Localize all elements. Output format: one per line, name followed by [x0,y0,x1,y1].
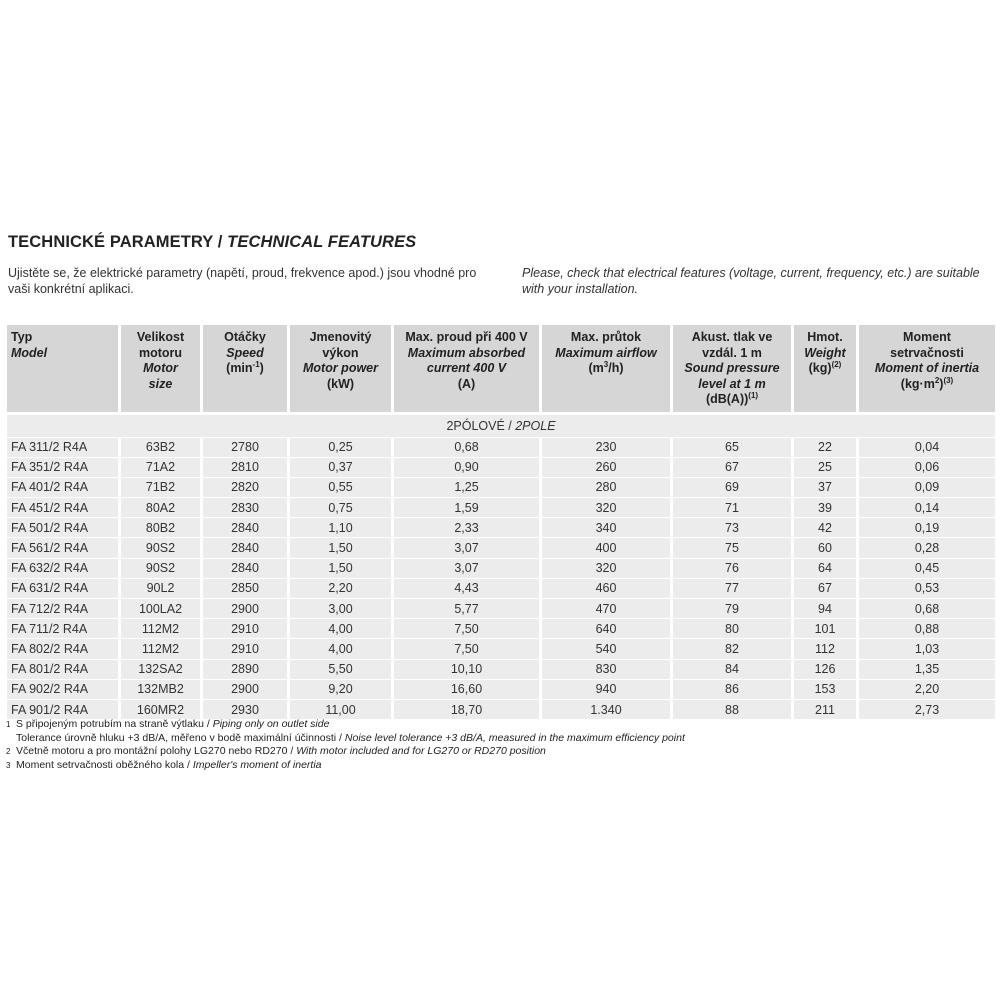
cell-max-airflow: 340 [542,517,670,537]
cell-moment-inertia: 2,73 [859,699,995,719]
cell-moment-inertia: 0,19 [859,517,995,537]
cell-model: FA 712/2 R4A [7,598,118,618]
cell-weight: 60 [794,537,856,557]
cell-max-airflow: 830 [542,659,670,679]
cell-motor-power: 5,50 [290,659,391,679]
cell-sound-pressure: 75 [673,537,791,557]
cell-max-airflow: 230 [542,437,670,457]
cell-weight: 126 [794,659,856,679]
cell-weight: 39 [794,497,856,517]
cell-model: FA 902/2 R4A [7,679,118,699]
cell-weight: 211 [794,699,856,719]
footnote [6,745,685,759]
cell-model: FA 561/2 R4A [7,537,118,557]
cell-model: FA 632/2 R4A [7,558,118,578]
table-row [7,578,995,598]
footnote-text-cz: S připojeným potrubím na straně výtlaku / [16,718,210,730]
cell-model: FA 351/2 R4A [7,457,118,477]
cell-speed: 2830 [203,497,287,517]
table-row [7,477,995,497]
cell-weight: 42 [794,517,856,537]
cell-speed: 2810 [203,457,287,477]
cell-max-current: 3,07 [394,558,539,578]
table-row [7,437,995,457]
cell-speed: 2910 [203,638,287,658]
cell-sound-pressure: 86 [673,679,791,699]
cell-motor-power: 1,50 [290,537,391,557]
cell-sound-pressure: 88 [673,699,791,719]
footnote [6,732,685,746]
title-en: TECHNICAL FEATURES [227,233,417,251]
cell-max-current: 0,90 [394,457,539,477]
cell-max-current: 5,77 [394,598,539,618]
cell-max-airflow: 260 [542,457,670,477]
footnote-text-en: Impeller's moment of inertia [192,758,322,771]
cell-model: FA 801/2 R4A [7,659,118,679]
cell-model: FA 901/2 R4A [7,699,118,719]
cell-sound-pressure: 82 [673,638,791,658]
cell-speed: 2840 [203,537,287,557]
cell-motor-size: 112M2 [121,638,200,658]
cell-moment-inertia: 2,20 [859,679,995,699]
header-motor-size: Velikost motoru Motor size [121,325,200,412]
cell-motor-size: 100LA2 [121,598,200,618]
cell-model: FA 802/2 R4A [7,638,118,658]
cell-speed: 2820 [203,477,287,497]
cell-motor-power: 1,10 [290,517,391,537]
cell-moment-inertia: 0,88 [859,618,995,638]
title-cz: TECHNICKÉ PARAMETRY / [8,233,223,251]
cell-model: FA 451/2 R4A [7,497,118,517]
cell-weight: 22 [794,437,856,457]
section-label-cz: 2PÓLOVÉ / [446,418,512,433]
cell-max-airflow: 280 [542,477,670,497]
footnote-text-cz: Moment setrvačnosti oběžného kola / [16,758,190,771]
cell-sound-pressure: 80 [673,618,791,638]
cell-max-airflow: 940 [542,679,670,699]
cell-model: FA 501/2 R4A [7,517,118,537]
intro-cz: Ujistěte se, že elektrické parametry (napětí, proud, frekvence apod.) jsou vhodné pro vaši konkrétní aplikaci. [8,266,477,296]
cell-max-current: 7,50 [394,618,539,638]
cell-motor-power: 4,00 [290,638,391,658]
cell-moment-inertia: 1,03 [859,638,995,658]
footnotes [6,718,685,772]
cell-sound-pressure: 65 [673,437,791,457]
footnote-text-en: Piping only on outlet side [212,718,330,730]
cell-max-current: 18,70 [394,699,539,719]
cell-motor-size: 112M2 [121,618,200,638]
cell-sound-pressure: 79 [673,598,791,618]
cell-max-current: 4,43 [394,578,539,598]
cell-sound-pressure: 73 [673,517,791,537]
cell-speed: 2840 [203,517,287,537]
cell-motor-power: 0,25 [290,437,391,457]
cell-moment-inertia: 1,35 [859,659,995,679]
table-row [7,497,995,517]
cell-model: FA 711/2 R4A [7,618,118,638]
cell-motor-size: 71B2 [121,477,200,497]
header-model: Typ Model [7,325,118,412]
cell-speed: 2840 [203,558,287,578]
table-row [7,537,995,557]
page-title [8,233,416,252]
cell-max-airflow: 1.340 [542,699,670,719]
footnote-number: 3 [6,760,11,770]
cell-sound-pressure: 69 [673,477,791,497]
cell-moment-inertia: 0,14 [859,497,995,517]
footnote-number: 2 [6,747,11,756]
cell-motor-power: 11,00 [290,699,391,719]
cell-moment-inertia: 0,06 [859,457,995,477]
table-header-row [7,325,995,412]
cell-max-airflow: 540 [542,638,670,658]
section-row-2pole [7,415,995,437]
cell-max-current: 1,59 [394,497,539,517]
cell-speed: 2780 [203,437,287,457]
cell-motor-size: 132MB2 [121,679,200,699]
cell-motor-power: 0,75 [290,497,391,517]
cell-sound-pressure: 77 [673,578,791,598]
footnote [6,759,685,773]
table-row [7,457,995,477]
cell-sound-pressure: 84 [673,659,791,679]
cell-weight: 25 [794,457,856,477]
cell-speed: 2850 [203,578,287,598]
cell-weight: 67 [794,578,856,598]
footnote-number: 1 [6,720,11,729]
cell-max-current: 0,68 [394,437,539,457]
cell-speed: 2890 [203,659,287,679]
header-max-current: Max. proud při 400 V Maximum absorbed current 400 V (A) [394,325,539,412]
cell-motor-size: 90S2 [121,537,200,557]
cell-sound-pressure: 71 [673,497,791,517]
cell-max-airflow: 470 [542,598,670,618]
cell-weight: 101 [794,618,856,638]
table-row [7,618,995,638]
cell-moment-inertia: 0,53 [859,578,995,598]
cell-moment-inertia: 0,04 [859,437,995,457]
cell-weight: 112 [794,638,856,658]
header-moment-inertia: Moment setrvačnosti Moment of inertia $(kg\cdot m^2)^{(3)}$ [859,325,995,412]
cell-max-current: 10,10 [394,659,539,679]
cell-max-airflow: 460 [542,578,670,598]
cell-moment-inertia: 0,45 [859,558,995,578]
header-max-airflow: Max. průtok Maximum airflow $(m^3/h)$ [542,325,670,412]
cell-motor-power: 3,00 [290,598,391,618]
table-row [7,679,995,699]
cell-motor-size: 90L2 [121,578,200,598]
cell-motor-size: 63B2 [121,437,200,457]
cell-motor-size: 160MR2 [121,699,200,719]
cell-speed: 2910 [203,618,287,638]
table-row [7,638,995,658]
cell-motor-size: 80A2 [121,497,200,517]
footnote-text-cz: Tolerance úrovně hluku +3 dB/A, měřeno v bodě maximální účinnosti / [16,731,342,744]
footnote-text-en: Noise level tolerance +3 dB/A, measured in the maximum efficiency point [344,731,685,744]
cell-moment-inertia: 0,68 [859,598,995,618]
footnote [6,718,685,732]
table-row [7,699,995,719]
cell-motor-power: 2,20 [290,578,391,598]
table-row [7,598,995,618]
header-sound-pressure: Akust. tlak ve vzdál. 1 m Sound pressure level at 1 m $(dB(A))^{(1)}$ [673,325,791,412]
cell-max-airflow: 640 [542,618,670,638]
cell-model: FA 311/2 R4A [7,437,118,457]
header-speed: Otáčky Speed $(\min^{-1})$ [203,325,287,412]
header-weight: Hmot. Weight (kg)$^{(2)}$ [794,325,856,412]
cell-motor-power: 1,50 [290,558,391,578]
table-row [7,517,995,537]
cell-motor-size: 90S2 [121,558,200,578]
cell-max-airflow: 400 [542,537,670,557]
cell-moment-inertia: 0,28 [859,537,995,557]
cell-max-airflow: 320 [542,497,670,517]
cell-max-airflow: 320 [542,558,670,578]
cell-max-current: 1,25 [394,477,539,497]
section-label-en: 2POLE [515,418,556,433]
cell-motor-size: 71A2 [121,457,200,477]
cell-weight: 64 [794,558,856,578]
cell-motor-power: 4,00 [290,618,391,638]
cell-weight: 37 [794,477,856,497]
cell-speed: 2900 [203,598,287,618]
cell-motor-size: 132SA2 [121,659,200,679]
cell-speed: 2900 [203,679,287,699]
cell-model: FA 401/2 R4A [7,477,118,497]
table-row [7,558,995,578]
cell-moment-inertia: 0,09 [859,477,995,497]
cell-max-current: 7,50 [394,638,539,658]
intro-en: Please, check that electrical features (voltage, current, frequency, etc.) are suitable with your installation. [522,266,980,296]
cell-model: FA 631/2 R4A [7,578,118,598]
technical-table [4,325,998,719]
cell-motor-size: 80B2 [121,517,200,537]
cell-motor-power: 0,55 [290,477,391,497]
cell-motor-power: 9,20 [290,679,391,699]
cell-sound-pressure: 67 [673,457,791,477]
footnote-text-cz: Včetně motoru a pro montážní polohy LG270 nebo RD270 / [16,745,294,757]
cell-weight: 153 [794,679,856,699]
cell-max-current: 16,60 [394,679,539,699]
table-row [7,659,995,679]
header-motor-power: Jmenovitý výkon Motor power (kW) [290,325,391,412]
cell-max-current: 3,07 [394,537,539,557]
cell-sound-pressure: 76 [673,558,791,578]
cell-motor-power: 0,37 [290,457,391,477]
cell-max-current: 2,33 [394,517,539,537]
cell-weight: 94 [794,598,856,618]
cell-speed: 2930 [203,699,287,719]
footnote-text-en: With motor included and for LG270 or RD270 position [296,745,546,757]
